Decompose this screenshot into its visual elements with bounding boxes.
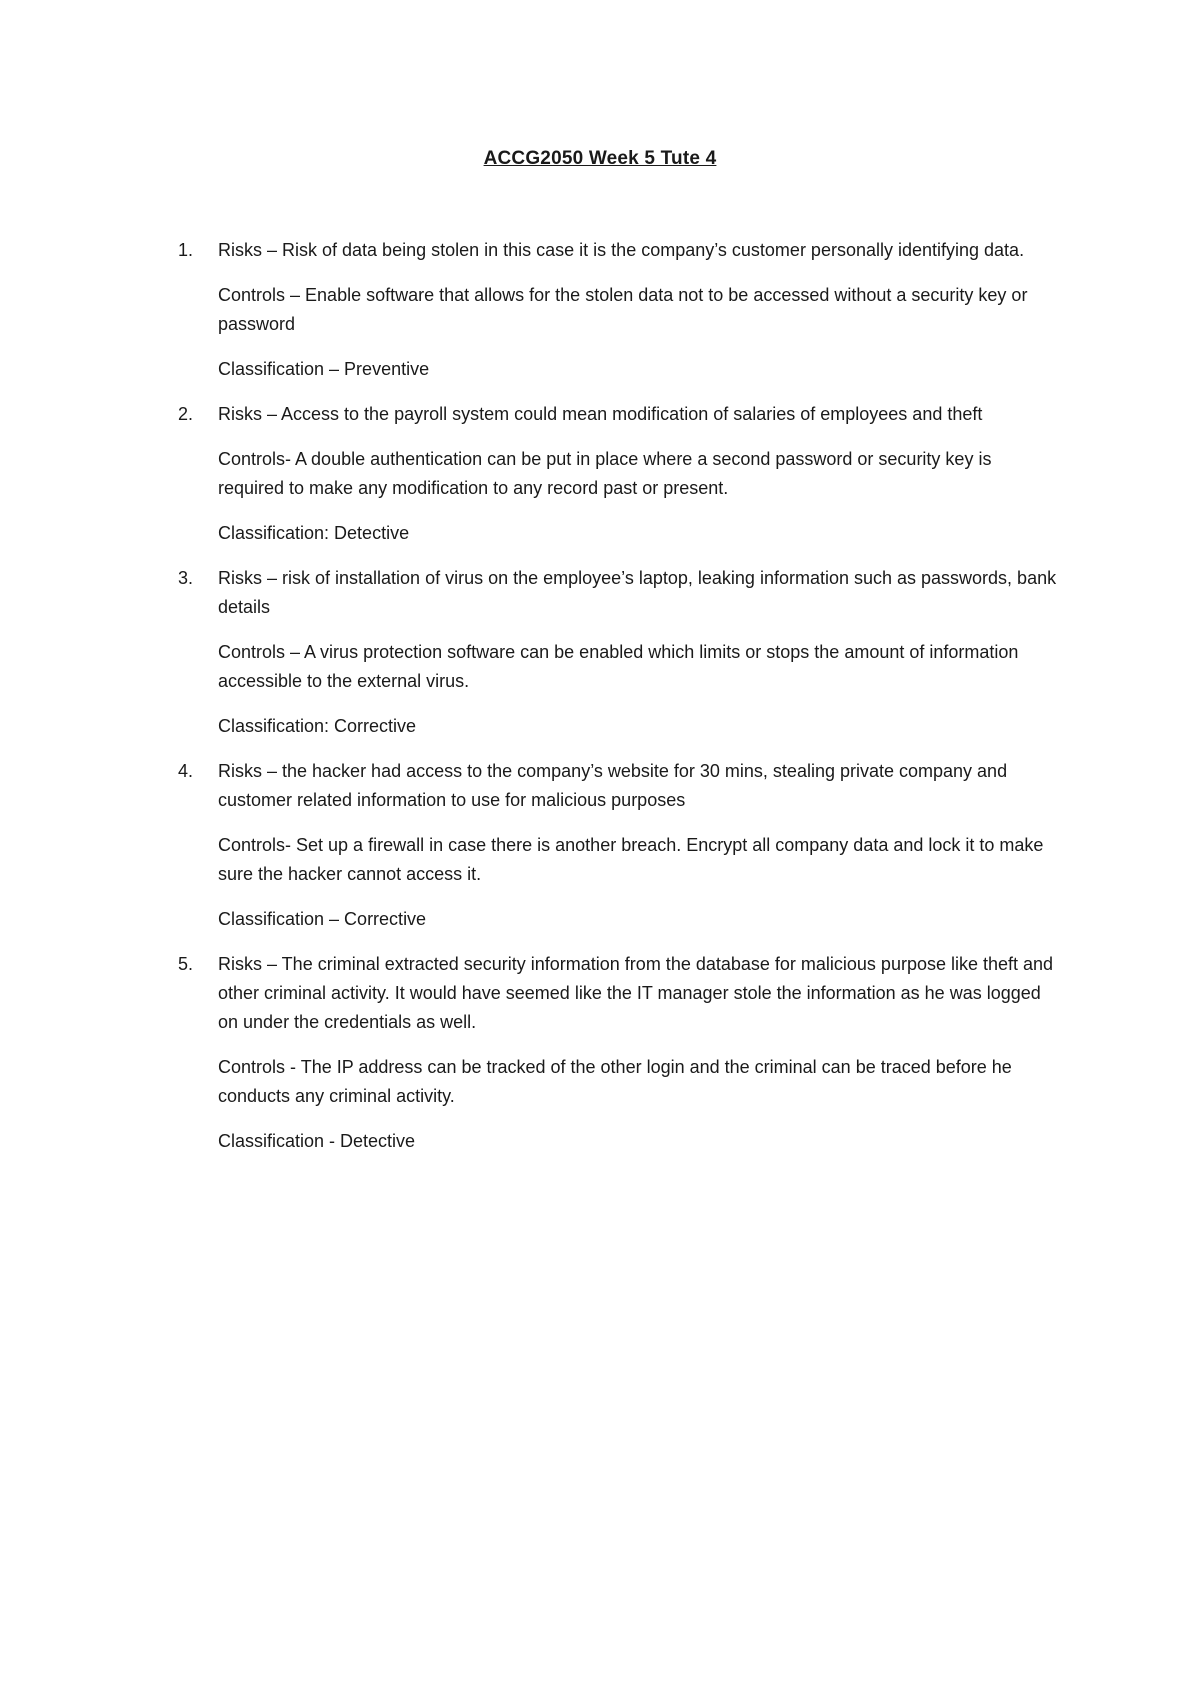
list-item [178,757,1058,934]
risk-text: Risks – risk of installation of virus on the employee’s laptop, leaking information such as passwords, bank details [218,568,1057,617]
controls-text: Controls- A double authentication can be put in place where a second password or security key is required to make any modification to any record past or present. [218,449,992,498]
list-item [178,236,1058,384]
risk-text: Risks – the hacker had access to the company’s website for 30 mins, stealing private company and customer related information to use for malicious purposes [218,761,1008,810]
controls-text: Controls – Enable software that allows for the stolen data not to be accessed without a security key or password [218,285,1028,334]
item-number: 2. [178,404,194,424]
item-number: 3. [178,568,194,588]
risk-text: Risks – Risk of data being stolen in this case it is the company’s customer personally identifying data. [218,240,1025,260]
item-number: 1. [178,240,194,260]
controls-text: Controls- Set up a firewall in case there is another breach. Encrypt all company data and lock it to make sure the hacker cannot access it. [218,835,1044,884]
list-item [178,400,1058,548]
document-title: ACCG2050 Week 5 Tute 4 [483,148,717,169]
classification-text: Classification – Preventive [218,359,430,379]
list-item [178,950,1058,1156]
risk-text: Risks – Access to the payroll system could mean modification of salaries of employees and theft [218,404,983,424]
risk-text: Risks – The criminal extracted security information from the database for malicious purpose like theft and other criminal activity. It would have seemed like the IT manager stole the information as he was logged on under the credentials as well. [218,954,1054,1032]
item-number: 4. [178,761,194,781]
controls-text: Controls - The IP address can be tracked of the other login and the criminal can be traced before he conducts any criminal activity. [218,1057,1012,1106]
list-item [178,564,1058,741]
classification-text: Classification – Corrective [218,909,427,929]
classification-text: Classification: Detective [218,523,410,543]
risk-control-list [178,236,1058,1172]
item-number: 5. [178,954,194,974]
classification-text: Classification: Corrective [218,716,417,736]
classification-text: Classification - Detective [218,1131,416,1151]
controls-text: Controls – A virus protection software can be enabled which limits or stops the amount of information accessible to the external virus. [218,642,1019,691]
